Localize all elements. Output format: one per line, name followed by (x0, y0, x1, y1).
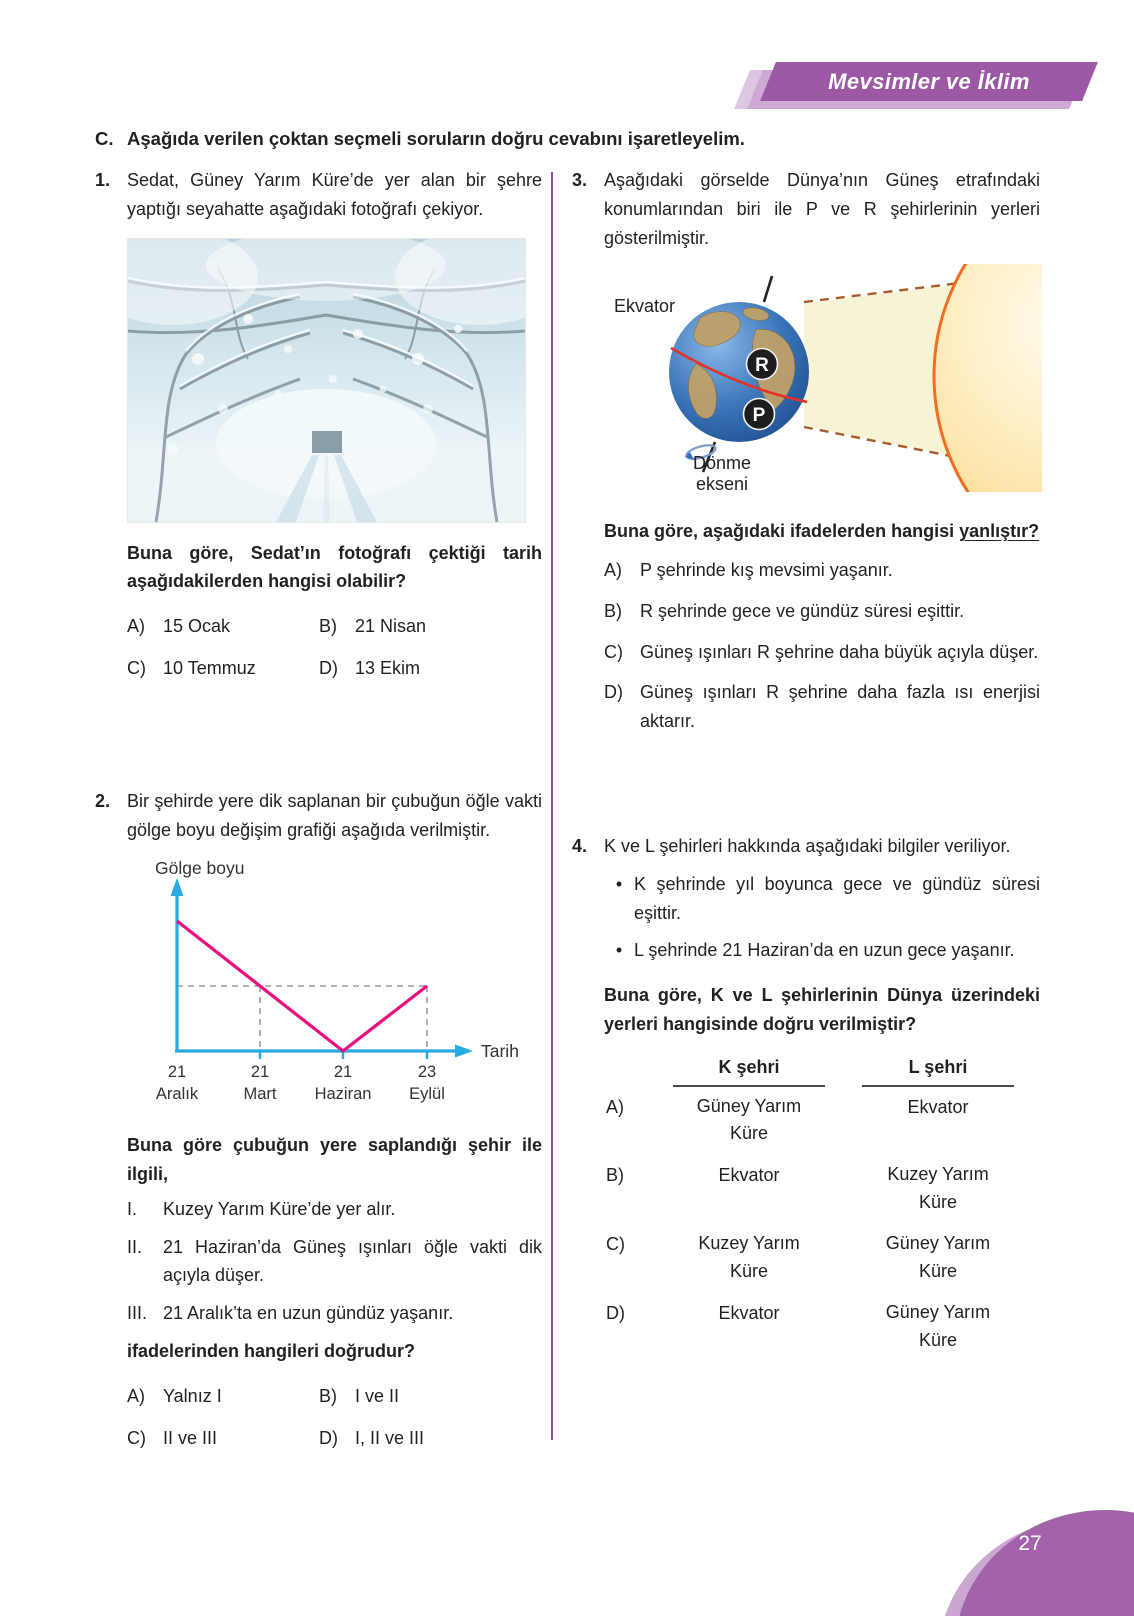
svg-text:ekseni: ekseni (695, 474, 749, 493)
question-2-options (127, 1382, 542, 1453)
svg-text:21: 21 (333, 1063, 353, 1082)
option-d[interactable]: D) I, II ve III (319, 1427, 425, 1448)
bullet-2: • L şehrinde 21 Haziran’da en uzun gece yaşanır. (604, 936, 1040, 965)
bullet-icon: • (615, 873, 623, 894)
header-l-sehri: L şehri (840, 1053, 1036, 1087)
rotation-axis-label (693, 453, 751, 492)
svg-text:Aralık: Aralık (155, 1085, 199, 1104)
option-b[interactable] (319, 612, 542, 641)
bullet-icon: • (615, 940, 623, 961)
question-2-closing: ifadelerinden hangileri doğrudur? (127, 1340, 416, 1361)
equator-label: Ekvator (614, 296, 676, 317)
option-d-text: 13 Ekim (355, 657, 421, 678)
svg-text:Dönme: Dönme (692, 453, 752, 474)
shadow-length-chart (127, 856, 542, 1115)
question-2-stem: Buna göre çubuğun yere saplandığı şehir ile ilgili, (127, 1135, 542, 1184)
section-label: C. (95, 128, 114, 149)
question-4-bullets (604, 870, 1040, 965)
shadow-chart-graphic (127, 856, 539, 1106)
underlined-word: yanlıştır? (959, 521, 1040, 542)
option-c[interactable] (127, 654, 319, 683)
unit-title: Mevsimler ve İklim (828, 68, 1030, 94)
question-3-stem: Buna göre, aşağıdaki ifadelerden hangisi yanlıştır? (604, 521, 1040, 542)
question-4-stem: Buna göre, K ve L şehirlerinin Dünya üzerindeki yerleri hangisinde doğru verilmiştir? (604, 985, 1040, 1034)
question-2-statements (127, 1195, 542, 1328)
option-d-label: D) (319, 657, 338, 678)
column-divider (551, 172, 553, 1440)
question-1-options (127, 612, 542, 683)
svg-text:21: 21 (167, 1063, 187, 1082)
question-3-intro: Aşağıdaki görselde Dünya’nın Güneş etrafındaki konumlarından biri ile P ve R şehirlerinin yerleri gösterilmiştir. (604, 170, 1040, 248)
question-4 (572, 832, 1040, 1368)
svg-text:R: R (755, 355, 769, 377)
chart-xlabel: Tarih (481, 1041, 519, 1062)
chart-tick-labels (156, 1063, 445, 1103)
question-1 (95, 166, 542, 683)
question-4-number: 4. (572, 835, 588, 856)
table-row-b[interactable]: B) Ekvator Kuzey Yarım Küre (606, 1164, 989, 1213)
option-b-label: B) (319, 616, 337, 637)
question-1-stem: Buna göre, Sedat’ın fotoğrafı çektiği tarih aşağıdakilerden hangisi olabilir? (127, 542, 542, 592)
question-4-intro: K ve L şehirleri hakkında aşağıdaki bilgiler veriliyor. (604, 835, 1011, 856)
bullet-1: • K şehrinde yıl boyunca gece ve gündüz süresi eşittir. (604, 870, 1040, 928)
table-row-a[interactable]: A) Güney Yarım Küre Ekvator (606, 1095, 969, 1144)
question-1-intro: Sedat, Güney Yarım Küre’de yer alan bir şehre yaptığı seyahatte aşağıdaki fotoğrafı çekiyor. (127, 170, 542, 219)
winter-photo (127, 238, 526, 523)
question-2 (95, 787, 542, 1453)
table-row-d[interactable]: D) Ekvator Güney Yarım Küre (606, 1301, 991, 1350)
winter-photo-graphic (128, 239, 525, 522)
section-instruction: Aşağıda verilen çoktan seçmeli soruların doğru cevabını işaretleyelim. (127, 128, 745, 149)
option-a[interactable]: A) P şehrinde kış mevsimi yaşanır. (604, 559, 893, 580)
unit-banner (768, 62, 1090, 101)
option-b-text: 21 Nisan (355, 616, 427, 637)
option-a-text: 15 Ocak (163, 616, 231, 637)
option-c[interactable]: C) Güneş ışınları R şehrine daha büyük açıyla düşer. (604, 641, 1039, 662)
option-a[interactable] (127, 612, 319, 641)
svg-text:Mart: Mart (243, 1085, 277, 1104)
question-2-intro: Bir şehirde yere dik saplanan bir çubuğun öğle vakti gölge boyu değişim grafiği aşağıda verilmiştir. (127, 790, 542, 840)
answer-table (604, 1053, 1040, 1355)
sun (934, 264, 1042, 492)
header-k-sehri: K şehri (658, 1053, 840, 1087)
right-column (572, 166, 1040, 1368)
page-number: 27 (1018, 1532, 1042, 1555)
question-1-number: 1. (95, 170, 111, 190)
option-b[interactable]: B) R şehrinde gece ve gündüz süresi eşittir. (604, 600, 965, 621)
option-b[interactable]: B) I ve II (319, 1385, 400, 1406)
question-2-number: 2. (95, 790, 111, 811)
svg-text:23: 23 (417, 1063, 437, 1082)
svg-text:21: 21 (250, 1063, 270, 1082)
answer-table-header (604, 1053, 1040, 1087)
statement-2: II. 21 Haziran’da Güneş ışınları öğle vakti dik açıyla düşer. (127, 1236, 542, 1286)
svg-text:Eylül: Eylül (409, 1085, 445, 1104)
option-c[interactable]: C) II ve III (127, 1427, 218, 1448)
city-badge-p (744, 399, 775, 430)
earth-sun-figure (604, 264, 1040, 501)
question-3-number: 3. (572, 170, 588, 190)
question-3-options (604, 556, 1040, 736)
option-d[interactable] (319, 654, 542, 683)
option-c-text: 10 Temmuz (163, 657, 256, 678)
option-a[interactable]: A) Yalnız I (127, 1385, 222, 1406)
photo-haze (128, 239, 525, 522)
svg-text:P: P (752, 405, 766, 427)
city-badge-r (747, 349, 778, 380)
option-a-label: A) (127, 616, 145, 637)
question-3 (572, 166, 1040, 748)
chart-ylabel: Gölge boyu (155, 858, 245, 879)
earth-sun-graphic (604, 264, 1042, 492)
option-c-label: C) (127, 657, 146, 678)
left-column (95, 166, 542, 1452)
statement-3: III. 21 Aralık’ta en uzun gündüz yaşanır. (127, 1303, 454, 1324)
section-header (95, 128, 1055, 150)
earth-globe (669, 302, 809, 442)
table-row-c[interactable]: C) Kuzey Yarım Küre Güney Yarım Küre (606, 1233, 991, 1281)
svg-text:Haziran: Haziran (314, 1085, 372, 1104)
statement-1: I. Kuzey Yarım Küre’de yer alır. (127, 1198, 396, 1219)
option-d[interactable]: D) Güneş ışınları R şehrine daha fazla ısı enerjisi aktarır. (604, 682, 1040, 732)
